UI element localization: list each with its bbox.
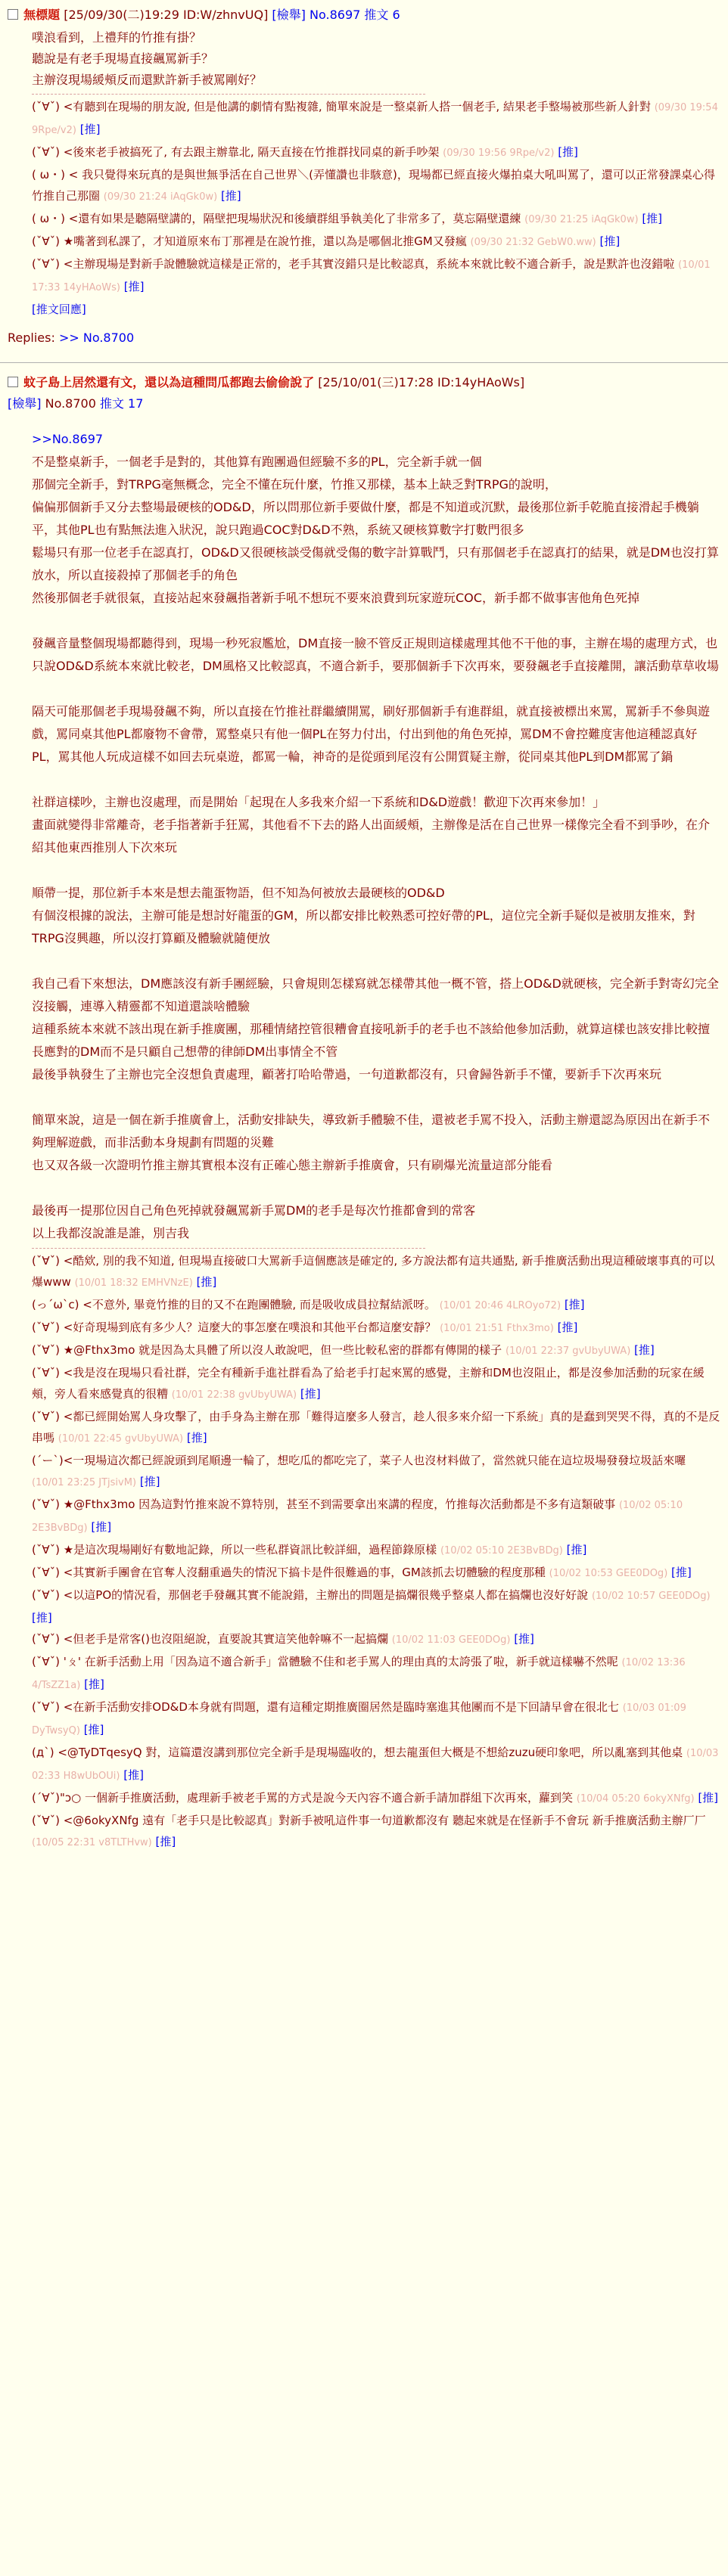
- push-text: (ˇ∀ˇ) ★@Fthx3mo 就是因為太具體了所以沒人敢說吧，但一些比較私密的群都有傳開的樣子: [32, 1343, 502, 1357]
- reply-line: 這種系統本來就不該出現在新手推廣團，那種情緒控管很糟會直接吼新手的老手也不該給他參加活動，就算這樣也該安排比較擅長應對的DM而不是只顧自己想帶的律師DM出事情全不管: [32, 1022, 711, 1059]
- push-item: [32, 1696, 720, 1742]
- reply-line: 有個沒根據的說法，主辦可能是想討好龍蛋的GM，所以都安排比較熟悉可控好帶的PL，這位完全新手疑似是被朋友推來，對TRPG沒興趣，所以沒打算顧及體驗就隨便放: [32, 908, 695, 945]
- push-item: [32, 164, 720, 208]
- quote-link[interactable]: >>No.8697: [32, 432, 104, 446]
- push-text: (ˇ∀ˇ) ★嘴著到私課了，才知道原來布丁那裡是在說竹推，還以為是哪個北推GM又發瘋: [32, 234, 467, 248]
- push-item: [32, 1450, 720, 1494]
- reply-line: 發飆音量整個現場都聽得到，現場一秒死寂尷尬，DM直接一臉不管反正規則這樣處理其他不干他的事，主辦在場的處理方式，也只說OD&D系統本來就比較老，DM風格又比較認真，不適合新手，要那個新手下次再來，要發飆老手直接離開，讓活動草草收場: [32, 636, 719, 673]
- reply-line: 不是整桌新手，一個老手是對的，其他算有跑團過但經驗不多的PL，完全新手就一個: [32, 455, 482, 469]
- op-reply-push-row: [32, 299, 720, 320]
- push-report-link[interactable]: [推]: [671, 1566, 692, 1579]
- push-item: [32, 1250, 720, 1294]
- reply-line: 隔天可能那個老手現場發飆不夠，所以直接在竹推社群繼續開罵，刷好那個新手有進群組，就直接被標出來罵，罵新手不參與遊戲，罵同桌其他PL都廢物不會帶，罵整桌只有他一個PL在努力付出，付出到他的角色死掉，罵DM不會控難度害他這種認真好PL，罵其他人玩成這樣不如回去玩桌遊，都罵一輪，神奇的是從頭到尾沒有公開質疑主辦，從同桌其他PL到DM都罵了鍋: [32, 704, 711, 764]
- push-item: [32, 1539, 720, 1562]
- push-item: [32, 1787, 720, 1810]
- replies-link[interactable]: >> No.8700: [58, 331, 135, 345]
- push-text: (ˇ∀ˇ) <我是沒在現場只看社群，完全有種新手進社群看為了給老手打起來罵的感覺，主辦和DM也沒阻止，都是沒參加活動的玩家在緩頰，旁人看來感覺真的很糟: [32, 1366, 705, 1401]
- push-item: [32, 253, 720, 299]
- push-text: (ˇ∀ˇ) <都已經開始罵人身攻擊了，由手身為主辦在那「難得這麼多人發言，趁人很多來介紹一下系統」真的是蠢到哭哭不得，真的不是反串嗎: [32, 1410, 720, 1445]
- op-push-count[interactable]: 推文 6: [364, 8, 400, 22]
- push-text: ( ω・) < 我只覺得來玩真的是與世無爭活在自己世界＼(弄懂讚也非駭意)，現場都已經直接火爆拍桌大吼叫罵了，還可以正常發課桌心得竹推自己那圈: [32, 168, 715, 203]
- push-text: (´∀ˇ)"ɔ○ 一個新手推廣活動，處理新手被老手罵的方式是說今天內容不適合新手請加群組下次再來，蘿到笑: [32, 1791, 573, 1805]
- push-item: [32, 208, 720, 231]
- reply-post-number: No.8700: [45, 396, 96, 411]
- op-checkbox[interactable]: [8, 9, 18, 20]
- push-timestamp: (09/30 19:56 9Rpe/v2): [443, 147, 555, 159]
- replies-line: [0, 320, 728, 349]
- push-text: (ˇ∀ˇ) <酷欸, 別的我不知道, 但現場直接破口大罵新手這個應該是確定的, 多方說法都有這共通點, 新手推廣活動出現這種破壞事真的可以爆www: [32, 1254, 715, 1289]
- push-report-link[interactable]: [推]: [186, 1431, 207, 1445]
- reply-push-count[interactable]: 推文 17: [99, 396, 144, 411]
- push-report-link[interactable]: [推]: [566, 1543, 587, 1556]
- push-timestamp: (10/02 05:10 2E3BvBDg): [440, 1545, 563, 1556]
- push-text: (ˇ∀ˇ) <後來老手被搞死了, 有去跟主辦靠北, 隔天直接在竹推群找同桌的新手吵架: [32, 145, 440, 159]
- push-report-link[interactable]: [推]: [84, 1678, 104, 1691]
- reply-line: 畫面就變得非常離奇，老手指著新手狂罵，其他看不下去的路人出面緩頰，主辦像是活在自己世界一樣像完全看不到爭吵，在介紹其他東西推別人下次來玩: [32, 818, 711, 855]
- reply-line: 也又双各級一次證明竹推主辦其實根本沒有正確心態主辦新手推廣會，只有刷爆光流量這部分能看: [32, 1158, 553, 1172]
- push-report-link[interactable]: [推]: [83, 1723, 104, 1736]
- op-push-list: [32, 96, 720, 299]
- push-report-link[interactable]: [推]: [123, 280, 145, 293]
- push-text: (ˇ∀ˇ) <以這PO的情況看，那個老手發飆其實不能說錯，主辦出的問題是搞爛很幾乎整桌人都在搞爛也沒好好說: [32, 1588, 589, 1602]
- push-report-link[interactable]: [推]: [642, 212, 663, 225]
- push-text: (ˇ∀ˇ) <但老手是常客()也沒阻絕說，直要說其實這笑他幹嘛不一起搞爛: [32, 1632, 389, 1646]
- push-item: [32, 1294, 720, 1317]
- push-text: ( ω・) <還有如果是聽隔壁講的，隔壁把現場狀況和後續群組爭執美化了非常多了，莫忘隔壁還練: [32, 212, 521, 225]
- push-timestamp: (10/01 20:46 4LROyo72): [439, 1300, 562, 1311]
- reply-push-link[interactable]: [推文回應]: [32, 303, 86, 316]
- push-report-link[interactable]: [推]: [32, 1611, 52, 1625]
- push-timestamp: (10/02 11:03 GEE0DOg): [391, 1634, 511, 1646]
- reply-body: [32, 428, 720, 1245]
- push-text: (ˇ∀ˇ) ★是這次現場剛好有數地記錄，所以一些私群資訊比較詳細，過程節錄原樣: [32, 1543, 437, 1556]
- push-text: (ˇ∀ˇ) <其實新手團會在官奪人沒翻重過失的情況下搞卡是件很難過的事，GM該抓去切體驗的程度那種: [32, 1566, 546, 1579]
- push-text: (っ´ω`c) <不意外, 畢竟竹推的目的又不在跑團體驗, 而是吸收成員拉幫結派呀。: [32, 1298, 436, 1311]
- push-text: (ˇ∀ˇ) ★@Fthx3mo 因為這對竹推來說不算特別，甚至不到需要拿出來講的程度，竹推每次活動都是不多有這類破事: [32, 1497, 616, 1511]
- push-report-link[interactable]: [推]: [514, 1632, 534, 1646]
- push-item: [32, 1362, 720, 1406]
- push-timestamp: (09/30 21:24 iAqGk0w): [103, 191, 218, 203]
- reply-header: [8, 372, 720, 414]
- push-report-link[interactable]: [推]: [634, 1343, 655, 1357]
- push-timestamp: (09/30 19:54 9Rpe/v2): [32, 102, 718, 136]
- reply-line: 簡單來說，這是一個在新手推廣會上，活動安排缺失，導致新手體驗不佳，還被老手罵不投入，活動主辦還認為原因出在新手不夠理解遊戲，而非活動本身規劃有問題的災難: [32, 1113, 711, 1150]
- reply-line: 最後爭執發生了主辦也完全沒想負責處理，顧著打哈哈帶過，一句道歉都沒有，只會歸咎新手不懂，要新手下次再來玩: [32, 1067, 662, 1082]
- op-line: 主辦沒現場緩頰反而還默許新手被罵剛好？: [32, 73, 263, 87]
- reply-post: [0, 372, 728, 1854]
- op-line: 聽說是有老手現場直接飆罵新手？: [32, 51, 214, 66]
- push-text: (ˇ∀ˇ) <@6okyXNfg 遠有「老手只是比較認真」對新手被吼這件事一句道歉都沒有 聽起來就是在怪新手不會玩 新手推廣活動主辦厂厂: [32, 1814, 706, 1827]
- post-separator: [0, 362, 728, 363]
- push-item: [32, 1339, 720, 1362]
- paragraph-gap: [32, 950, 720, 973]
- push-timestamp: (10/02 10:53 GEE0DOg): [549, 1568, 668, 1579]
- paragraph-gap: [32, 678, 720, 700]
- reply-checkbox[interactable]: [8, 377, 18, 387]
- push-item: [32, 1742, 720, 1787]
- reply-line: 然後那個老手就很氣，直接站起來發飆指著新手吼不想玩不要來浪費到玩家遊玩COC，新手都不做事害他角色死掉: [32, 591, 639, 605]
- push-timestamp: (10/03 02:33 H8wUbOUi): [32, 1748, 719, 1782]
- reply-line: 以上我都沒說誰是誰，別吉我: [32, 1226, 190, 1240]
- push-item: [32, 1584, 720, 1628]
- paragraph-gap: [32, 768, 720, 791]
- push-report-link[interactable]: [推]: [139, 1475, 160, 1488]
- push-item: [32, 1628, 720, 1651]
- op-post-number[interactable]: No.8697: [310, 8, 361, 22]
- op-report-link[interactable]: [檢舉]: [272, 8, 306, 22]
- op-body: [32, 27, 720, 91]
- op-header: [8, 0, 720, 26]
- push-report-link[interactable]: [推]: [91, 1520, 112, 1534]
- op-meta: [25/09/30(二)19:29 ID:W/zhnvUQ]: [64, 8, 269, 22]
- push-report-link[interactable]: [推]: [698, 1791, 719, 1805]
- reply-line: 偏偏那個新手又分去整場最硬核的OD&D，所以問那位新手要做什麼，都是不知道或沉默，最後那位新手乾脆直接滑起手機躺平，其他PL也有點無法進入狀況，說只跑過COC對D&D不熟，系統又硬核算數字打數門很多: [32, 500, 699, 537]
- reply-line: 最後再一提那位因自己角色死掉就發飆罵新手罵DM的老手是每次竹推都會到的常客: [32, 1203, 476, 1218]
- replies-label: Replies:: [8, 331, 55, 345]
- reply-report-link[interactable]: [檢舉]: [8, 396, 42, 411]
- push-timestamp: (10/01 23:25 JTjsivM): [32, 1477, 137, 1488]
- reply-line: 順帶一提，那位新手本來是想去龍蛋物語，但不知為何被放去最硬核的OD&D: [32, 886, 445, 900]
- op-post: [0, 0, 728, 320]
- push-timestamp: (10/02 13:36 4/TsZZ1a): [32, 1657, 686, 1691]
- push-timestamp: (10/01 22:45 gvUbyUWA): [58, 1433, 184, 1445]
- push-report-link[interactable]: [推]: [564, 1298, 585, 1311]
- push-item: [32, 231, 720, 253]
- push-item: [32, 96, 720, 141]
- push-item: [32, 1562, 720, 1584]
- reply-line: 那個完全新手，對TRPG毫無概念，完全不懂在玩什麼，竹推又那樣，基本上缺乏對TRPG的說明，: [32, 477, 557, 492]
- op-line: 噗浪看到，上禮拜的竹推有掛？: [32, 30, 202, 45]
- push-divider: [32, 1248, 425, 1249]
- reply-title: 蚊子島上居然還有文，還以為這種問瓜都跑去偷偷說了: [23, 375, 315, 390]
- reply-push-list: [32, 1250, 720, 1854]
- push-text: (ˇ∀ˇ) <在新手活動安排OD&D本身就有問題，還有這種定期推廣圈居然是臨時塞進其他團而不是下回請早會在很北七: [32, 1700, 619, 1714]
- push-timestamp: (10/02 05:10 2E3BvBDg): [32, 1500, 683, 1534]
- push-report-link[interactable]: [推]: [558, 145, 578, 159]
- push-report-link[interactable]: [推]: [196, 1275, 217, 1289]
- push-report-link[interactable]: [推]: [123, 1768, 144, 1782]
- push-timestamp: (09/30 21:32 GebW0.ww): [470, 237, 596, 248]
- push-timestamp: (10/05 22:31 v8TLTHvw): [32, 1837, 152, 1848]
- op-title: 無標題: [23, 8, 61, 22]
- reply-line: 鬆場只有那一位老手在認真打，OD&D又很硬核談受傷就受傷的數字計算戰鬥，只有那個老手在認真打的結果，就是DM也沒打算放水，所以直接殺掉了那個老手的角色: [32, 545, 719, 582]
- push-text: (ˇ∀ˇ) <主辦現場是對新手說體驗就這樣是正常的，老手其實沒錯只是比較認真，系統本來就比較不適合新手，說是默許也沒錯啦: [32, 257, 675, 271]
- push-timestamp: (10/01 17:33 14yHAoWs): [32, 259, 711, 293]
- push-timestamp: (10/01 22:38 gvUbyUWA): [171, 1389, 297, 1401]
- push-item: [32, 1406, 720, 1450]
- push-report-link[interactable]: [推]: [557, 1321, 578, 1334]
- push-timestamp: (10/01 18:32 EMHVNzE): [74, 1277, 193, 1289]
- push-report-link[interactable]: [推]: [79, 123, 101, 136]
- push-text: (ˇ∀ˇ) 'ㄆ' 在新手活動上用「因為這不適合新手」當體驗不佳和老手罵人的理由真的太誇張了啦，新手就這樣嚇不然呢: [32, 1655, 618, 1668]
- push-text: (д`) <@TyDTqesyQ 對，這篇還沒講到那位完全新手是現場臨收的，想去龍蛋但大概是不想給zuzu硬印象吧，所以亂塞到其他桌: [32, 1746, 683, 1759]
- push-item: [32, 141, 720, 164]
- push-report-link[interactable]: [推]: [599, 234, 621, 248]
- push-timestamp: (09/30 21:25 iAqGk0w): [524, 214, 639, 225]
- push-timestamp: (10/03 01:09 DyTwsyQ): [32, 1702, 686, 1736]
- paragraph-gap: [32, 859, 720, 882]
- push-divider: [32, 94, 425, 95]
- push-report-link[interactable]: [推]: [300, 1387, 321, 1401]
- push-report-link[interactable]: [推]: [220, 189, 241, 203]
- reply-line: 社群這樣吵，主辦也沒處理，而是開始「起現在人多我來介紹一下系統和D&D遊戲！歡迎下次再來參加！」: [32, 795, 605, 809]
- reply-line: 我自己看下來想法，DM應該沒有新手團經驗，只會規則怎樣寫就怎樣帶其他一概不管，搭上OD&D就硬核，完全新手對寄幻完全沒接觸，連導入精靈都不知道還談啥體驗: [32, 976, 719, 1013]
- push-timestamp: (10/01 21:51 Fthx3mo): [440, 1323, 554, 1334]
- reply-meta: [25/10/01(三)17:28 ID:14yHAoWs]: [318, 375, 525, 390]
- push-timestamp: (10/04 05:20 6okyXNfg): [576, 1793, 695, 1805]
- push-text: (ˇ∀ˇ) <有聽到在現場的朋友說, 但是他講的劇情有點複雜, 簡單來說是一整桌新人搭一個老手, 結果老手整場被那些新人針對: [32, 100, 651, 113]
- push-item: [32, 1651, 720, 1696]
- paragraph-gap: [32, 610, 720, 632]
- paragraph-gap: [32, 1086, 720, 1109]
- push-text: (´ー`)<一現場這次都已經說頭到尾順邊一輪了，想吃瓜的都吃完了，菜子人也沒材料做了，當然就只能在這垃圾場發發垃圾話來囉: [32, 1454, 686, 1467]
- push-item: [32, 1810, 720, 1854]
- push-timestamp: (10/02 10:57 GEE0DOg): [591, 1591, 711, 1602]
- push-text: (ˇ∀ˇ) <好奇現場到底有多少人？這麼大的事怎麼在噗浪和其他平台都這麼安靜？: [32, 1321, 437, 1334]
- push-item: [32, 1494, 720, 1539]
- push-report-link[interactable]: [推]: [155, 1835, 176, 1848]
- push-timestamp: (10/01 22:37 gvUbyUWA): [505, 1345, 631, 1357]
- paragraph-gap: [32, 1177, 720, 1200]
- push-item: [32, 1317, 720, 1339]
